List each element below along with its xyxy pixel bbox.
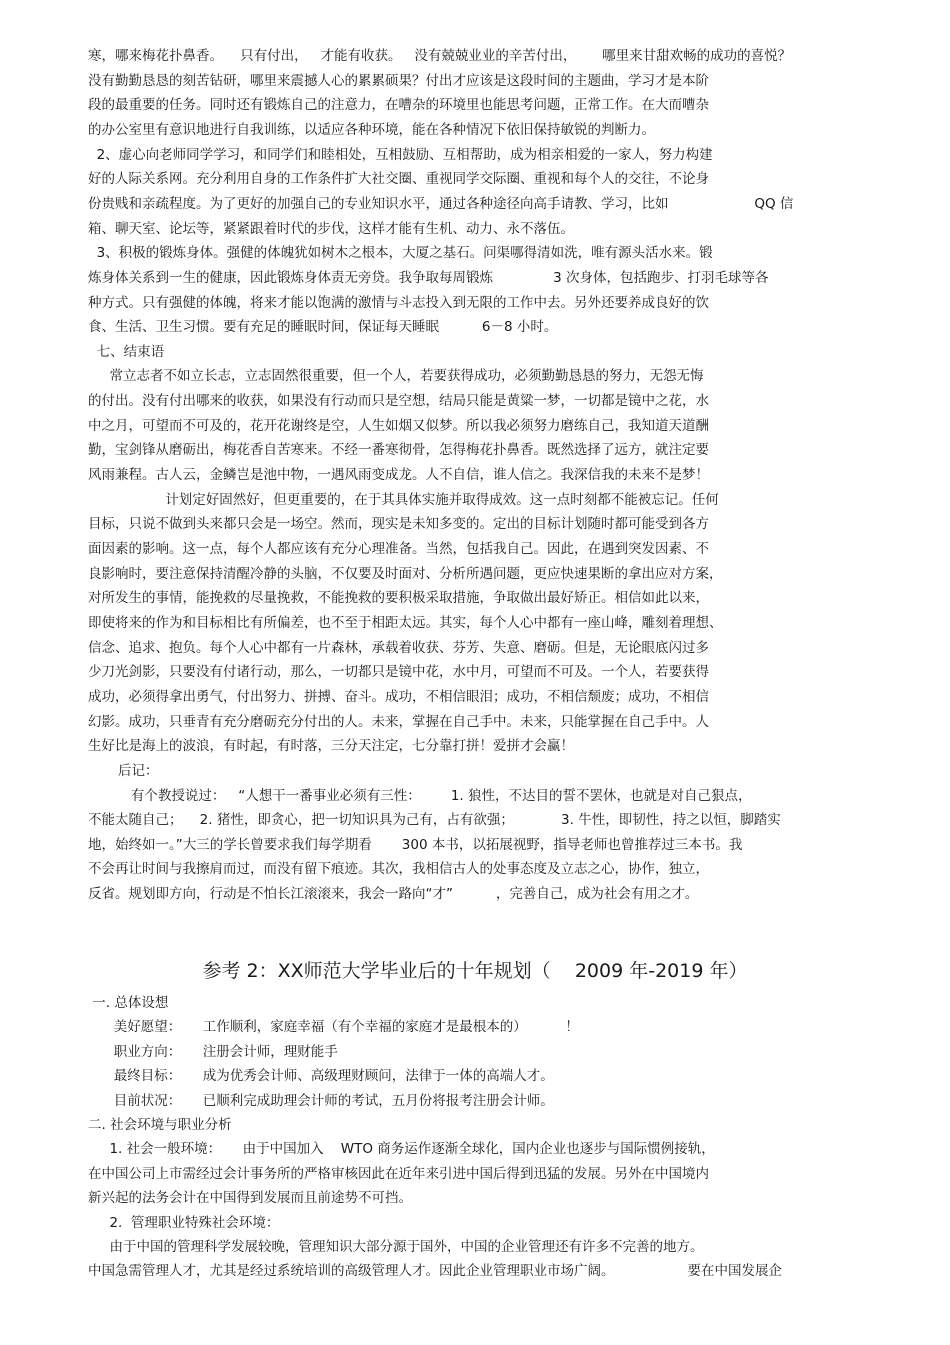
text-line: 幻影。成功，只垂青有充分磨砺充分付出的人。未来，掌握在自己手中。未来，只能掌握在自己手中。人 — [88, 713, 709, 730]
text-line: 二. 社会环境与职业分析 — [88, 1117, 232, 1133]
text-line: 有个教授说过： “人想干一番事业必须有三性： 1. 狼性，不达目的誓不罢休，也就是对自己狠点， — [88, 787, 752, 804]
text-line: 计划定好固然好，但更重要的，在于其具体实施并取得成效。这一点时刻都不能被忘记。任何 — [88, 491, 719, 508]
text-line: 风雨兼程。古人云，金鳞岂是池中物，一遇风雨变成龙。人不自信，谁人信之。我深信我的未来不是梦！ — [88, 467, 709, 484]
text-line: 2. 管理职业特殊社会环境： — [88, 1214, 280, 1231]
text-line: 不会再让时间与我擦肩而过，而没有留下痕迹。其次，我相信古人的处事态度及立志之心，协作，独立， — [88, 861, 709, 878]
text-line: 良影响时，要注意保持清醒冷静的头脑，不仅要及时面对、分析所遇问题，更应快速果断的拿出应对方案， — [88, 565, 723, 582]
text-line: 成功，必须得拿出勇气，付出努力、拼搏、奋斗。成功，不相信眼泪；成功，不相信颓废；成功，不相信 — [88, 688, 709, 705]
text-line: 最终目标： 成为优秀会计师、高级理财顾问，法律于一体的高端人才。 — [88, 1068, 554, 1085]
text-line: 中国急需管理人才，尤其是经过系统培训的高级管理人才。因此企业管理职业市场广阔。 要在中国发展企 — [88, 1263, 782, 1280]
text-line: 食、生活、卫生习惯。要有充足的睡眠时间，保证每天睡眠 6－8 小时。 — [88, 319, 558, 336]
text-line: 面因素的影响。这一点，每个人都应该有充分心理准备。当然，包括我自己。因此，在遇到突发因素、不 — [88, 541, 709, 557]
text-line: 地，始终如一。”大三的学长曾要求我们每学期看 300 本书，以拓展视野，指导老师也曾推荐过三本书。我 — [88, 836, 743, 853]
text-line: 美好愿望： 工作顺利，家庭幸福（有个幸福的家庭才是最根本的） ！ — [88, 1019, 579, 1036]
text-line: 目标，只说不做到头来都只会是一场空。然而，现实是未知多变的。定出的目标计划随时都可能受到各方 — [88, 516, 709, 533]
text-line: 由于中国的管理科学发展较晚，管理知识大部分源于国外，中国的企业管理还有许多不完善的地方。 — [88, 1239, 704, 1255]
text-line: 后记： — [88, 762, 159, 779]
text-line: 炼身体关系到一生的健康，因此锻炼身体责无旁贷。我争取每周锻炼 3 次身体，包括跑步、打羽毛球等各 — [88, 269, 769, 286]
text-line: 常立志者不如立长志，立志固然很重要，但一个人，若要获得成功，必须勤勤恳恳的努力，无怨无悔 — [88, 368, 704, 385]
text-line: 寒，哪来梅花扑鼻香。 只有付出， 才能有收获。 没有兢兢业业的辛苦付出， 哪里来甘甜欢畅的成功的喜悦？ — [88, 48, 792, 64]
text-line: 份贵贱和亲疏程度。为了更好的加强自己的专业知识水平，通过各种途径向高手请教、学习，比如 QQ 信 — [88, 195, 794, 212]
text-line: 生好比是海上的波浪，有时起，有时落，三分天注定，七分靠打拼！爱拼才会赢！ — [88, 738, 574, 755]
text-line: 1. 社会一般环境： 由于中国加入 WTO 商务运作逐渐全球化，国内企业也逐步与国际惯例接轨， — [88, 1141, 715, 1158]
text-line: 的付出。没有付出哪来的收获，如果没有行动而只是空想，结局只能是黄粱一梦，一切都是镜中之花，水 — [88, 393, 709, 410]
text-line: 箱、聊天室、论坛等，紧紧跟着时代的步伐，这样才能有生机、动力、永不落伍。 — [88, 220, 574, 237]
text-line: 新兴起的法务会计在中国得到发展而且前途势不可挡。 — [88, 1190, 412, 1207]
text-line: 3、积极的锻炼身体。强健的体魄犹如树木之根本，大厦之基石。问渠哪得清如洗，唯有源头活水来。锻 — [88, 245, 713, 262]
text-line: 好的人际关系网。充分利用自身的工作条件扩大社交圈、重视同学交际圈、重视和每个人的交往，不论身 — [88, 171, 709, 188]
text-line: 2、虚心向老师同学学习，和同学们和睦相处，互相鼓励、互相帮助，成为相亲相爱的一家人，努力构建 — [88, 146, 713, 163]
text-line: 中之月，可望而不可及的，花开花谢终是空，人生如烟又似梦。所以我必须努力磨练自己，我知道天道酬 — [88, 417, 709, 434]
text-line: 信念、追求、抱负。每个人心中都有一片森林，承载着收获、芬芳、失意、磨砺。但是，无论眼底闪过多 — [88, 639, 709, 656]
text-line: 七、结束语 — [88, 343, 165, 360]
text-line: 职业方向： 注册会计师，理财能手 — [88, 1043, 338, 1060]
text-line: 不能太随自己； 2. 猪性，即贪心，把一切知识具为己有，占有欲强； 3. 牛性，即韧性，持之以恒，脚踏实 — [88, 812, 781, 829]
text-line: 对所发生的事情，能挽救的尽量挽救，不能挽救的要积极采取措施，争取做出最好矫正。相信如此以来， — [88, 590, 709, 607]
text-line: 段的最重要的任务。同时还有锻炼自己的注意力，在嘈杂的环境里也能思考问题，正常工作。在大而嘈杂 — [88, 97, 709, 114]
text-line: 的办公室里有意识地进行自我训练，以适应各种环境，能在各种情况下依旧保持敏锐的判断力。 — [88, 121, 655, 138]
section-title: 参考 2：XX师范大学毕业后的十年规划（ 2009 年-2019 年） — [202, 960, 748, 982]
text-line: 少刀光剑影，只要没有付诸行动，那么，一切都只是镜中花，水中月，可望而不可及。一个人，若要获得 — [88, 664, 709, 681]
text-line: 勤，宝剑锋从磨砺出，梅花香自苦寒来。不经一番寒彻骨，怎得梅花扑鼻香。既然选择了远方，就注定要 — [88, 442, 709, 459]
text-line: 反省。规划即方向，行动是不怕长江滚滚来，我会一路向“才” ，完善自己，成为社会有用之才。 — [88, 886, 699, 903]
text-line: 没有勤勤恳恳的刻苦钻研，哪里来震撼人心的累累硕果？付出才应该是这段时间的主题曲，学习才是本阶 — [88, 72, 709, 89]
text-line: 即使将来的作为和目标相比有所偏差，也不至于相距太远。其实，每个人心中都有一座山峰，雕刻着理想、 — [88, 614, 723, 631]
text-line: 种方式。只有强健的体魄，将来才能以饱满的激情与斗志投入到无限的工作中去。另外还要养成良好的饮 — [88, 294, 709, 311]
text-line: 在中国公司上市需经过会计事务所的严格审核因此在近年来引进中国后得到迅猛的发展。另外在中国境内 — [88, 1165, 709, 1182]
text-line: 一. 总体设想 — [88, 995, 169, 1011]
text-line: 目前状况： 已顺利完成助理会计师的考试，五月份将报考注册会计师。 — [88, 1092, 554, 1109]
